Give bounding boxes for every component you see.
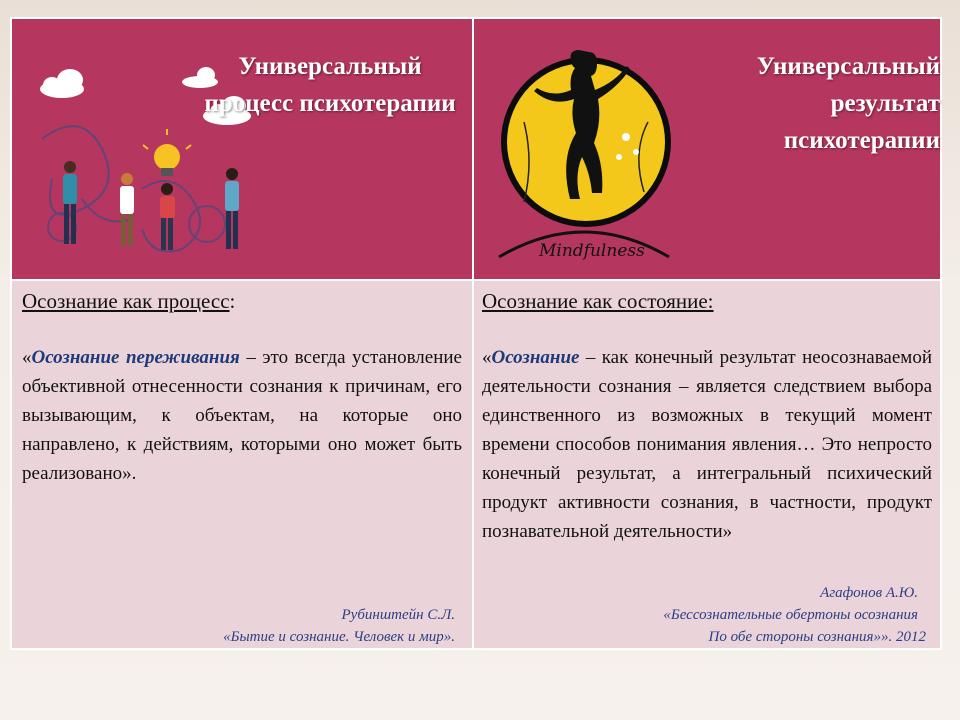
- right-subtitle: Осознание как состояние:: [482, 289, 714, 313]
- right-header-title: Универсальный результат психотерапии: [756, 53, 940, 154]
- right-citation-author: Агафонов А.Ю.: [820, 585, 918, 601]
- right-citation-line1: «Бессознательные обертоны осознания: [663, 607, 918, 623]
- mindfulness-caption: Mindfulness: [539, 241, 645, 261]
- left-quote: «Осознание переживания – это всегда установление объективной отнесенности сознания к причинам, его вызывающим, к объектам, на которые оно направлено, к действиям, которыми оно может быть реализовано».: [22, 347, 462, 484]
- left-header-title: Универсальный процесс психотерапии: [204, 53, 456, 117]
- left-citation-work: «Бытие и сознание. Человек и мир».: [223, 629, 455, 645]
- right-citation: [560, 582, 926, 648]
- mindfulness-silhouette-illustration: [494, 42, 674, 267]
- left-subtitle: Осознание как процесс:: [22, 289, 236, 313]
- lightbulb-icon: [143, 129, 191, 176]
- left-citation-author: Рубинштейн С.Л.: [341, 607, 455, 623]
- right-citation-line2: По обе стороны сознания»». 2012: [708, 629, 926, 645]
- right-quote: «Осознание – как конечный результат неосознаваемой деятельности сознания – является следствием выбора единственного из возможных в текущий момент времени способов понимания явления… Это непросто конечный результат, а интегральный психический продукт активности сознания, в частности, продукт познавательной деятельности»: [482, 347, 932, 542]
- left-citation: [150, 604, 455, 648]
